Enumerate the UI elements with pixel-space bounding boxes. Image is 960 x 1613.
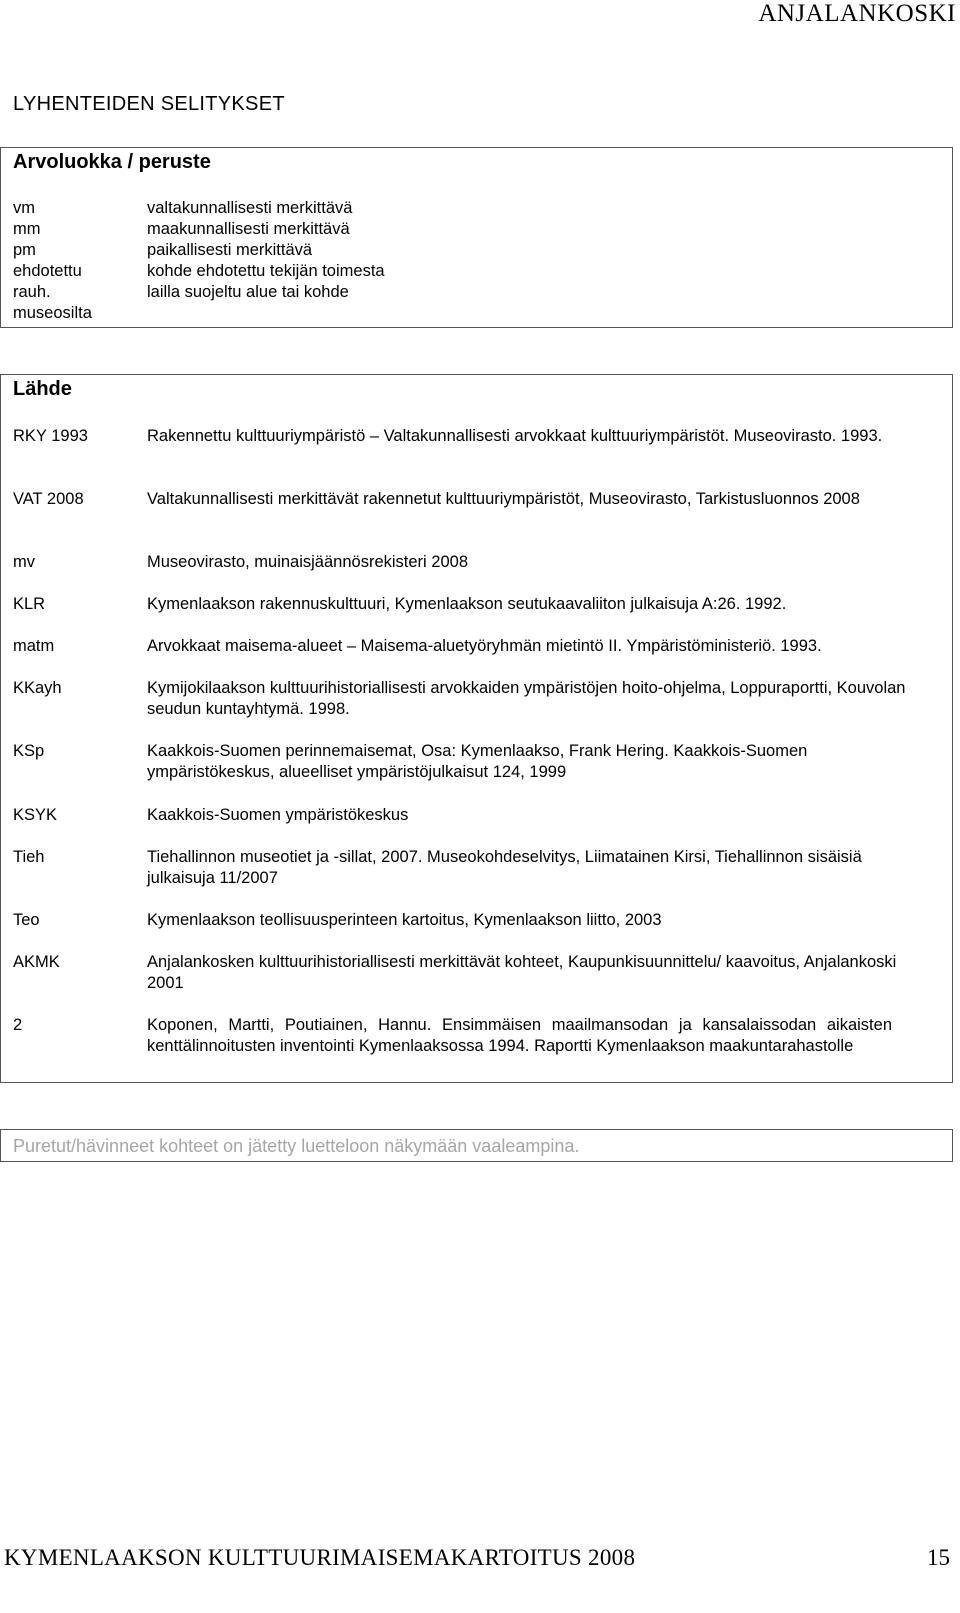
abbr-item: museosilta bbox=[13, 304, 92, 322]
source-text: Rakennettu kulttuuriympäristö – Valtakunnallisesti arvokkaat kulttuuriympäristöt. Museovirasto. 1993. bbox=[147, 427, 883, 445]
abbr-item: ehdotettu bbox=[13, 262, 82, 280]
source-key: KKayh bbox=[13, 679, 62, 697]
abbr-item: pm bbox=[13, 241, 36, 259]
source-text: Kymenlaakson teollisuusperinteen kartoitus, Kymenlaakson liitto, 2003 bbox=[147, 911, 662, 929]
note-box bbox=[0, 1129, 953, 1162]
abbr-item: mm bbox=[13, 220, 41, 238]
abbr-description: paikallisesti merkittävä bbox=[147, 241, 313, 259]
source-text: Kaakkois-Suomen ympäristökeskus bbox=[147, 806, 409, 824]
arvoluokka-box bbox=[0, 147, 953, 328]
source-text: Arvokkaat maisema-alueet – Maisema-aluetyöryhmän mietintö II. Ympäristöministeriö. 1993. bbox=[147, 637, 822, 655]
abbr-description: kohde ehdotettu tekijän toimesta bbox=[147, 262, 385, 280]
abbr-description: valtakunnallisesti merkittävä bbox=[147, 199, 353, 217]
source-text: Anjalankosken kulttuurihistoriallisesti merkittävät kohteet, Kaupunkisuunnittelu/ kaavoitus, Anjalankoski 2001 bbox=[147, 953, 897, 992]
source-text: Koponen, Martti, Poutiainen, Hannu. Ensimmäisen maailmansodan ja kansalaissodan aikaisten kenttälinnoitusten inventointi Kymenlaaksossa 1994. Raportti Kymenlaakson maakuntarahastolle bbox=[147, 1016, 892, 1055]
source-key: mv bbox=[13, 553, 35, 571]
source-text: Valtakunnallisesti merkittävät rakennetut kulttuuriympäristöt, Museovirasto, Tarkistusluonnos 2008 bbox=[147, 490, 860, 508]
abbr-item: rauh. bbox=[13, 283, 51, 301]
source-key: KSYK bbox=[13, 806, 58, 824]
source-key: KSp bbox=[13, 742, 45, 760]
abbr-description: lailla suojeltu alue tai kohde bbox=[147, 283, 349, 301]
lahde-heading: Lähde bbox=[13, 378, 72, 400]
abbr-item: vm bbox=[13, 199, 35, 217]
source-text: Kymenlaakson rakennuskulttuuri, Kymenlaakson seutukaavaliiton julkaisuja A:26. 1992. bbox=[147, 595, 787, 613]
source-key: RKY 1993 bbox=[13, 427, 88, 445]
source-key: VAT 2008 bbox=[13, 490, 84, 508]
source-text: Kaakkois-Suomen perinnemaisemat, Osa: Kymenlaakso, Frank Hering. Kaakkois-Suomen ympäristökeskus, alueelliset ympäristöjulkaisut 124, 1999 bbox=[147, 742, 808, 781]
source-text: Tiehallinnon museotiet ja -sillat, 2007. Museokohdeselvitys, Liimatainen Kirsi, Tiehallinnon sisäisiä julkaisuja 11/2007 bbox=[147, 848, 862, 887]
footer-title: KYMENLAAKSON KULTTUURIMAISEMAKARTOITUS 2008 bbox=[4, 1545, 636, 1570]
source-key: 2 bbox=[13, 1016, 23, 1034]
source-key: Tieh bbox=[13, 848, 45, 866]
page-number: 15 bbox=[927, 1545, 950, 1570]
page-title: LYHENTEIDEN SELITYKSET bbox=[13, 93, 285, 115]
arvoluokka-heading: Arvoluokka / peruste bbox=[13, 151, 211, 173]
note-text: Puretut/hävinneet kohteet on jätetty luetteloon näkymään vaaleampina. bbox=[13, 1136, 580, 1156]
source-text: Museovirasto, muinaisjäännösrekisteri 2008 bbox=[147, 553, 468, 571]
source-key: KLR bbox=[13, 595, 46, 613]
abbr-description: maakunnallisesti merkittävä bbox=[147, 220, 350, 238]
source-text: Kymijokilaakson kulttuurihistoriallisesti arvokkaiden ympäristöjen hoito-ohjelma, Loppuraportti, Kouvolan seudun kuntayhtymä. 1998. bbox=[147, 679, 906, 718]
source-key: AKMK bbox=[13, 953, 60, 971]
page-header-place: ANJALANKOSKI bbox=[758, 0, 956, 27]
source-key: matm bbox=[13, 637, 55, 655]
source-key: Teo bbox=[13, 911, 40, 929]
lahde-box bbox=[0, 374, 953, 1083]
